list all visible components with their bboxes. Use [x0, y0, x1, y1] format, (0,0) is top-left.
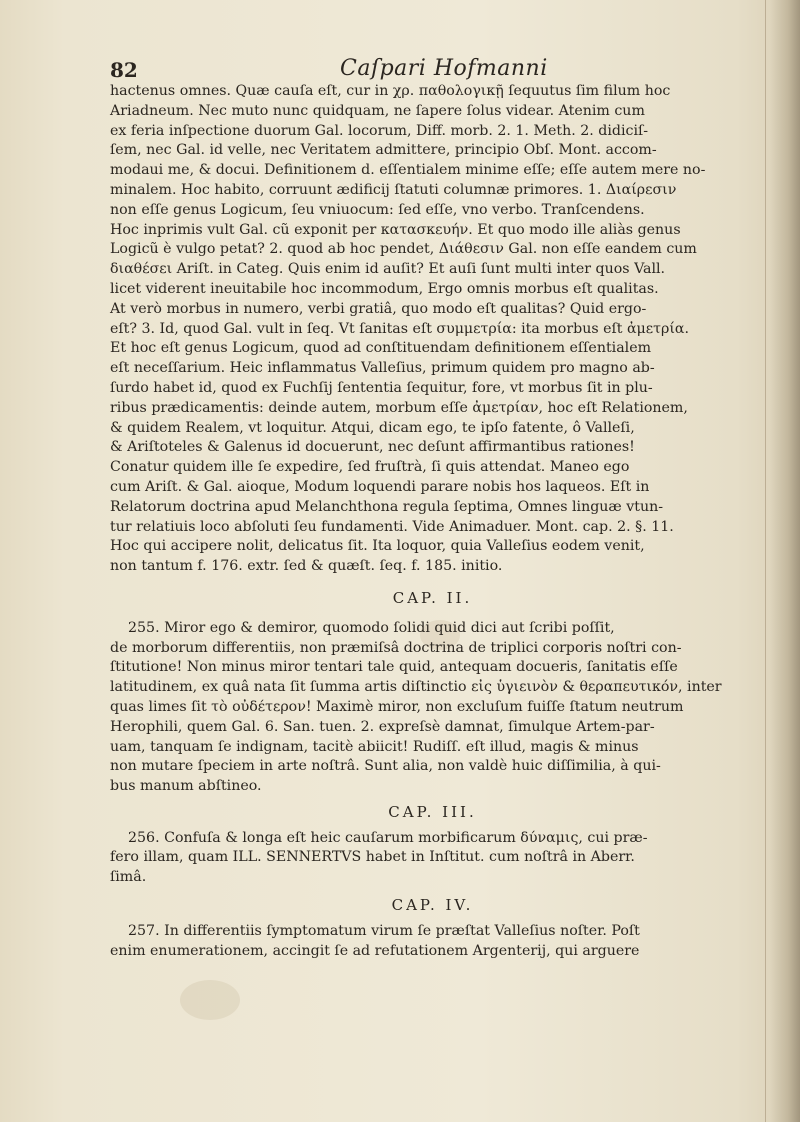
text-line: Hoc inprimis vult Gal. cũ exponit per κατασκευήν. Et quo modo ille aliàs genus: [110, 221, 681, 238]
running-head: Caſpari Hofmanni: [340, 56, 548, 81]
text-line: διαθέσει Ariſt. in Categ. Quis enim id auſit? Et auſi ſunt multi inter quos Vall.: [110, 261, 666, 278]
text-line: ſurdo habet id, quod ex Fuchſij ſententia ſequitur, fore, vt morbus ſit in plu-: [110, 379, 653, 396]
text-line: uam, tanquam ſe indignam, tacitè abiicit! Rudiſſ. eſt illud, magis & minus: [110, 738, 639, 755]
text-line: & quidem Realem, vt loquitur. Atqui, dicam ego, te ipſo fatente, ô Valleſi,: [110, 419, 635, 436]
chapter-heading-cap4: CAP. IV.: [391, 896, 474, 915]
main-text: [110, 82, 755, 961]
text-line: Relatorum doctrina apud Melanchthona regula ſeptima, Omnes linguæ vtun-: [110, 498, 664, 515]
text-line: tur relatiuis loco abſoluti ſeu fundamenti. Vide Animaduer. Mont. cap. 2. §. 11.: [110, 518, 674, 535]
text-line: modaui me, & docui. Definitionem d. eſſentialem minime eſſe; eſſe autem mere no-: [110, 162, 706, 179]
binding-crease: [765, 0, 766, 1122]
page-number: 82: [110, 58, 138, 82]
text-line: ex feria inſpectione duorum Gal. locorum, Diff. morb. 2. 1. Meth. 2. didiciſ-: [110, 122, 649, 139]
text-line: 257. In differentiis ſymptomatum virum ſe præſtat Valleſius noſter. Poſt: [128, 922, 640, 939]
section-cap2-continuation: [110, 82, 755, 577]
text-line: de morborum differentiis, non præmiſsâ doctrina de triplici corporis noſtri con-: [110, 639, 682, 656]
text-line: bus manum abſtineo.: [110, 778, 262, 795]
chapter-heading-cap2: CAP. II.: [392, 588, 473, 607]
text-line: Conatur quidem ille ſe expedire, ſed fruſtrà, ſi quis attendat. Maneo ego: [110, 459, 630, 476]
text-line: ſem, nec Gal. id velle, nec Veritatem admittere, principio Obſ. Mont. accom-: [110, 142, 657, 159]
text-line: enim enumerationem, accingit ſe ad refutationem Argenterij, qui arguere: [110, 942, 640, 959]
text-line: non eſſe genus Logicum, ſeu vniuocum: ſed eſſe, vno verbo. Tranſcendens.: [110, 201, 645, 218]
text-line: fero illam, quam ILL. SENNERTVS habet in Inſtitut. cum noſtrâ in Aberr.: [110, 849, 635, 866]
text-line: non mutare ſpeciem in arte noſtrâ. Sunt alia, non valdè huic diſſimilia, à qui-: [110, 758, 661, 775]
text-line: ribus prædicamentis: deinde autem, morbum eſſe ἀμετρίαν, hoc eſt Relationem,: [110, 399, 688, 416]
text-line: cum Ariſt. & Gal. aioque, Modum loquendi parare nobis hos laqueos. Eſt in: [110, 478, 650, 495]
text-line: licet viderent ineuitabile hoc incommodum, Ergo omnis morbus eſt qualitas.: [110, 280, 659, 297]
text-line: eſt? 3. Id, quod Gal. vult in ſeq. Vt ſanitas eſt συμμετρία: ita morbus eſt ἀμετρία.: [110, 320, 689, 337]
section-257: [110, 922, 755, 962]
text-line: At verò morbus in numero, verbi gratiâ, quo modo eſt qualitas? Quid ergo-: [110, 300, 647, 317]
text-line: minalem. Hoc habito, corruunt ædificij ſtatuti columnæ primores. 1. Διαίρεσιν: [110, 181, 677, 198]
section-256: [110, 829, 755, 888]
text-line: quas limes ſit τὸ οὐδέτερον! Maximè miror, non excluſum fuiſſe ſtatum neutrum: [110, 698, 684, 715]
binding-shadow: [770, 0, 800, 1122]
text-line: 256. Confuſa & longa eſt heic cauſarum morbificarum δύναμις, cui præ-: [128, 829, 648, 846]
text-line: 255. Miror ego & demiror, quomodo ſolidi quid dici aut ſcribi poſſit,: [128, 619, 615, 636]
text-line: Hoc qui accipere nolit, delicatus ſit. Ita loquor, quia Valleſius eodem venit,: [110, 538, 645, 555]
text-line: ſimâ.: [110, 869, 147, 886]
text-line: Et hoc eſt genus Logicum, quod ad conſtituendam definitionem eſſentialem: [110, 340, 652, 357]
text-line: Ariadneum. Nec muto nunc quidquam, ne ſapere ſolus videar. Atenim cum: [110, 102, 645, 119]
text-line: Herophili, quem Gal. 6. San. tuen. 2. expreſsè damnat, ſimulque Artem-par-: [110, 718, 655, 735]
text-line: & Ariſtoteles & Galenus id docuerunt, nec deſunt affirmantibus rationes!: [110, 439, 635, 456]
chapter-heading-cap3: CAP. III.: [388, 802, 477, 821]
text-line: hactenus omnes. Quæ cauſa eſt, cur in χρ. παθολογικῇ ſequutus ſim filum hoc: [110, 83, 671, 99]
section-255: [110, 619, 755, 797]
text-line: eſt neceſſarium. Heic inflammatus Valleſius, primum quidem pro magno ab-: [110, 360, 655, 377]
text-line: latitudinem, ex quâ nata ſit ſumma artis diſtinctio εἰς ὑγιεινὸν & θεραπευτικόν, inter: [110, 679, 722, 696]
text-line: non tantum f. 176. extr. ſed & quæſt. ſeq. f. 185. initio.: [110, 558, 503, 575]
paper-stain: [180, 980, 240, 1020]
text-line: Logicũ è vulgo petat? 2. quod ab hoc pendet, Διάθεσιν Gal. non eſſe eandem cum: [110, 241, 697, 258]
text-line: ſtitutione! Non minus miror tentari tale quid, antequam docueris, ſanitatis eſſe: [110, 659, 678, 676]
